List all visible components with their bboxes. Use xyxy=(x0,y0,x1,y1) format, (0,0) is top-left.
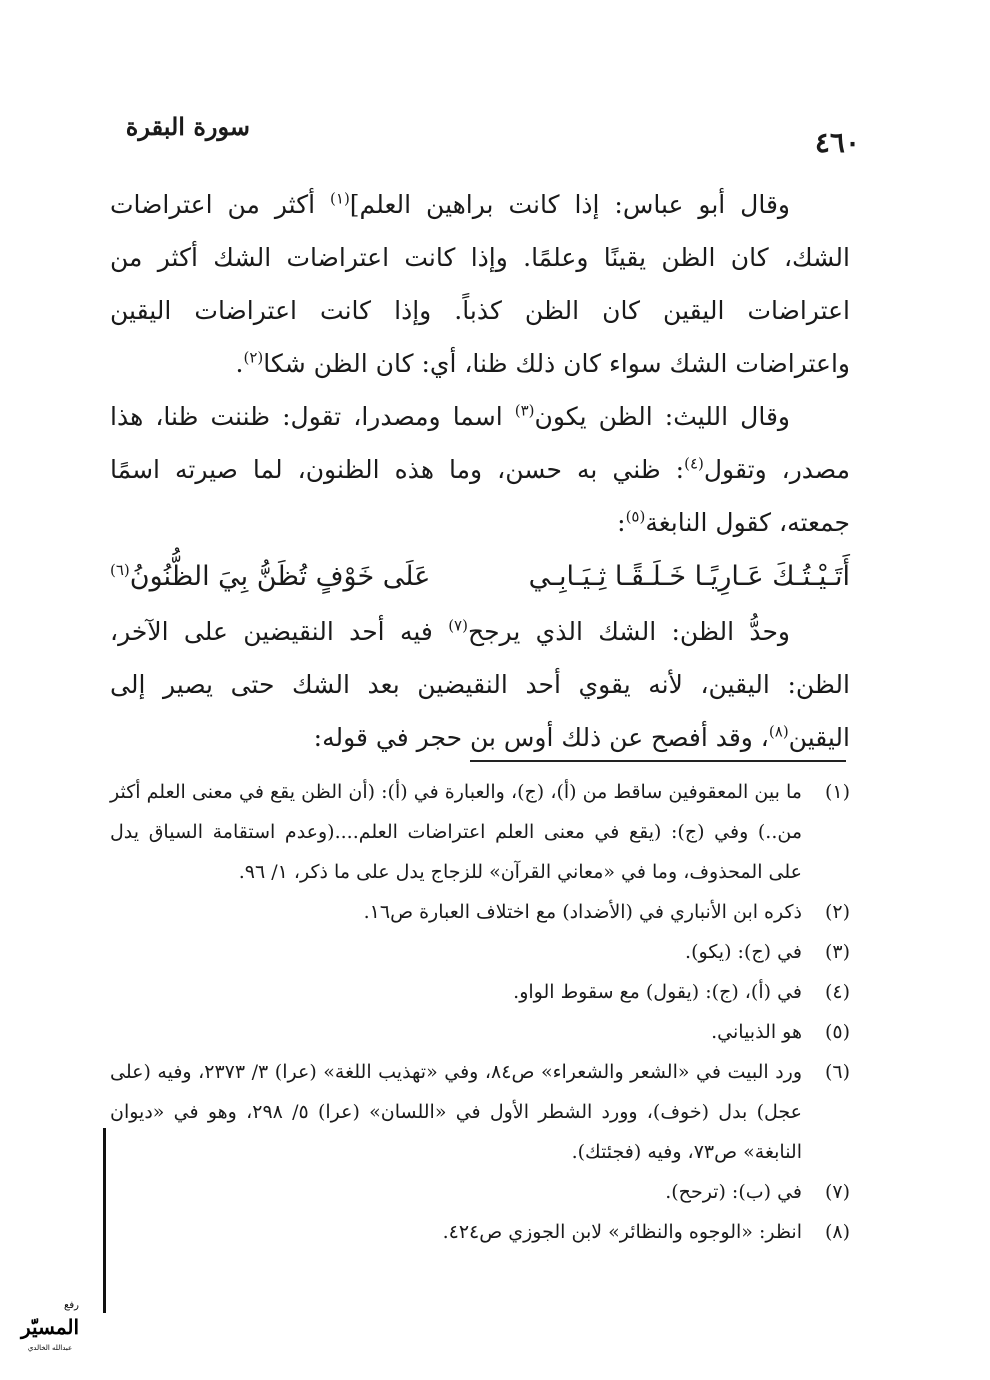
footnote-ref-8: (٨) xyxy=(768,722,789,741)
footnote-item: (٥) هو الذبياني. xyxy=(711,1021,850,1043)
page-number: ٤٦٠ xyxy=(814,126,860,159)
paragraph-3: وحدُّ الظن: الشك الذي يرجح$^{(٧)}$ فيه أحد النقيضين على الآخر، الظن: اليقين، لأنه يقوي أحد النقيضين بعد الشك حتى يصير إلى اليقين$^{(٨)}$، وقد أفصح عن ذلك أوس بن حجر في قوله: xyxy=(110,616,850,752)
footnote-separator xyxy=(470,760,846,762)
footnote-item: (٣) في (ج): (يكو). xyxy=(685,941,850,963)
footnote-item: (٢) ذكره ابن الأنباري في (الأضداد) مع اختلاف العبارة ص١٦. xyxy=(363,901,850,923)
paragraph-1: وقال أبو عباس: إذا كانت براهين العلم]$^{(١)}$ أكثر من اعتراضات الشك، كان الظن يقينًا وعلمًا. وإذا كانت اعتراضات الشك أكثر من اعتراضات اليقين كان الظن كذباً. وإذا كانت اعتراضات اليقين واعتراضات الشك سواء كان ذلك ظنا، أي: كان الظن شكا$^{(٢)}$. xyxy=(110,189,850,378)
footnotes xyxy=(110,772,850,1252)
footnote-ref-3: (٣) xyxy=(514,401,535,420)
logo-main-text: المسيّر xyxy=(20,1315,80,1339)
footnote-ref-5: (٥) xyxy=(625,507,646,526)
footnote-item: (١) ما بين المعقوفين ساقط من (أ)، (ج)، والعبارة في (أ): (أن الظن يقع في معنى العلم أكثر من..) وفي (ج): (يقع في معنى العلم اعتراضات العلم....(وعدم استقامة السياق يدل على المحذوف، وما في «معاني القرآن» للزجاج يدل على ما ذكر، ١/ ٩٦. xyxy=(110,781,850,883)
publisher-logo xyxy=(10,1296,90,1356)
paragraph-2: وقال الليث: الظن يكون$^{(٣)}$ اسما ومصدرا، تقول: ظننت ظنا، هذا مصدر، وتقول$^{(٤)}$: ظني به حسن، وما هذه الظنون، لما صيرته اسمًا جمعته، كقول النابغة$^{(٥)}$: xyxy=(110,401,850,537)
footnote-ref-7: (٧) xyxy=(448,616,468,635)
footnote-item: (٧) في (ب): (ترحح). xyxy=(665,1181,850,1203)
page-header xyxy=(100,112,860,162)
verse-first-hemistich: أَتَـيْـتُـكَ عَـارِيًـا خَـلَـقًـا ثِـيَـابِـي xyxy=(528,561,850,592)
footnote-ref-6: (٦) xyxy=(110,561,130,579)
footnote-item: (٤) في (أ)، (ج): (يقول) مع سقوط الواو. xyxy=(513,981,850,1003)
footnote-item: (٨) انظر: «الوجوه والنظائر» لابن الجوزي ص٤٢٤. xyxy=(442,1221,850,1243)
footnote-ref-1: (١) xyxy=(330,189,350,208)
footnote-ref-2: (٢) xyxy=(243,348,264,367)
main-text xyxy=(110,178,850,764)
logo-small-text: رفع xyxy=(64,1300,79,1311)
footnote-item: (٦) ورد البيت في «الشعر والشعراء» ص٨٤، وفي «تهذيب اللغة» (عرا) ٣/ ٢٣٧٣، وفيه (على عجل) بدل (خوف)، وورد الشطر الأول في «اللسان» (عرا) ٥/ ٢٩٨، وهو في «ديوان النابغة» ص٧٣، وفيه (فجئتك). xyxy=(110,1061,850,1163)
logo-sub-text: عبدالله الخالدي xyxy=(27,1344,73,1352)
poetry-verse xyxy=(110,549,850,605)
margin-bar xyxy=(103,1128,106,1313)
verse-second-hemistich-wrap xyxy=(110,549,430,605)
surah-title: سورة البقرة xyxy=(125,112,250,141)
verse-second-hemistich: عَلَى خَوْفٍ تُظَنُّ بِيَ الظُّنُونُ xyxy=(129,561,431,592)
footnote-ref-4: (٤) xyxy=(684,454,704,473)
